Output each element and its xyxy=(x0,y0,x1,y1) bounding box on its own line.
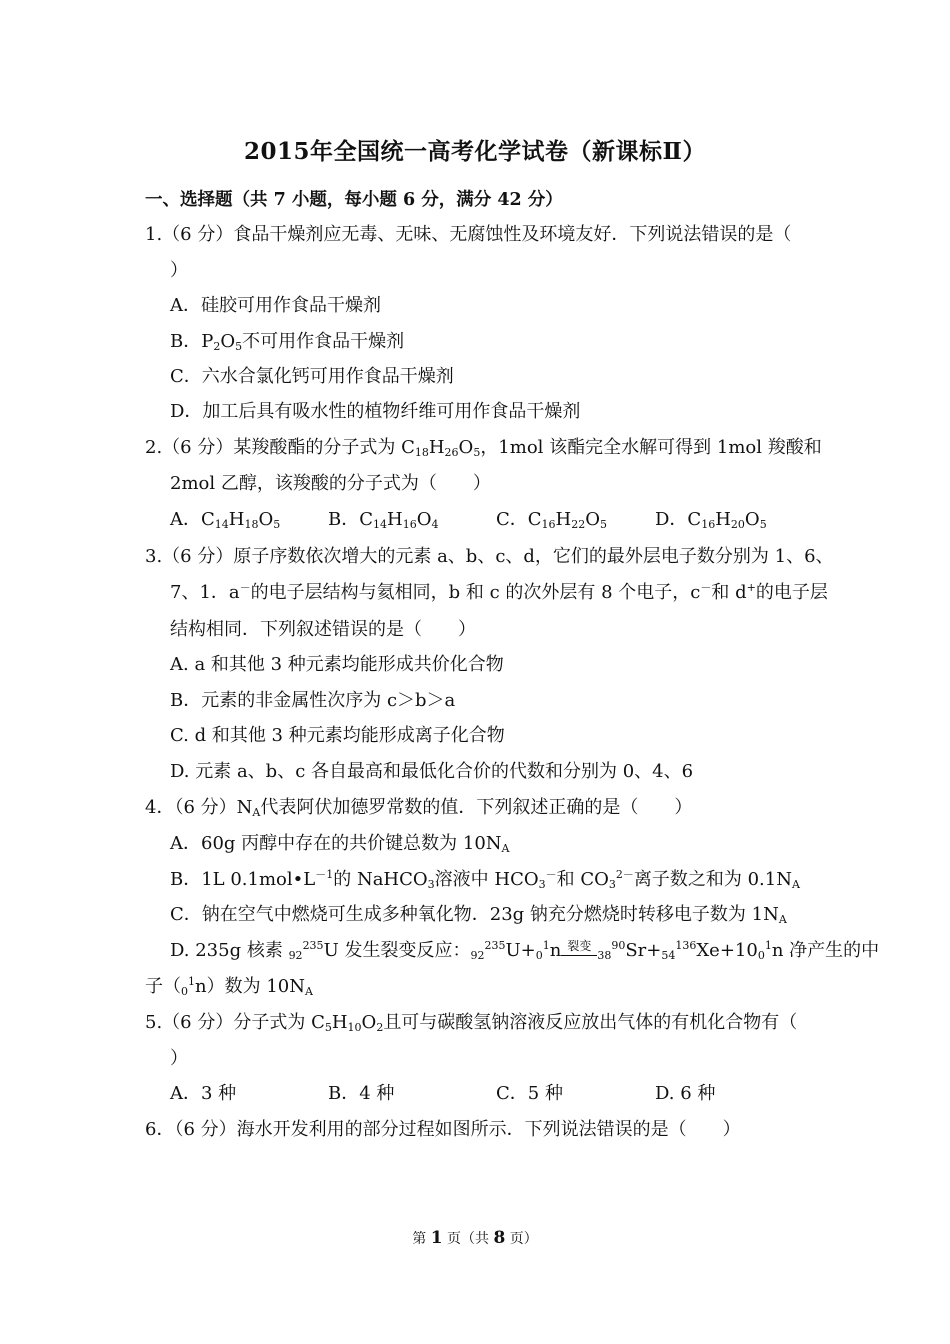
question-4-option-a: A．60g 丙醇中存在的共价键总数为 $10N_A$ xyxy=(170,833,510,855)
question-3-stem-cont2: 结构相同．下列叙述错误的是（ ） xyxy=(170,619,476,640)
question-4-option-d-cont: 子$(_0^1n)$数为 $10N_A$ xyxy=(145,975,313,998)
question-5-stem: 5.（6 分）分子式为 $C_5H_{10}O_2$且可与碳酸氢钠溶液反应放出气体的有机化合物有（ xyxy=(145,1012,798,1034)
question-5-option-c: C．5 种 xyxy=(496,1083,563,1104)
question-5-option-b: B．4 种 xyxy=(328,1083,395,1104)
section-heading: 一、选择题（共 7 小题，每小题 6 分，满分 42 分） xyxy=(145,190,563,210)
question-3-option-c: C. d 和其他 3 种元素均能形成离子化合物 xyxy=(170,725,505,746)
question-3-stem: 3.（6 分）原子序数依次增大的元素 a、b、c、d，它们的最外层电子数分别为 1、6、 xyxy=(145,546,834,567)
question-5-option-a: A．3 种 xyxy=(170,1083,237,1104)
fission-arrow: 裂变 xyxy=(561,940,597,952)
total-pages: 8 xyxy=(493,1228,506,1248)
question-3-option-a: A. a 和其他 3 种元素均能形成共价化合物 xyxy=(170,654,504,675)
question-1-stem-cont: ） xyxy=(170,260,188,281)
question-1-option-d: D．加工后具有吸水性的植物纤维可用作食品干燥剂 xyxy=(170,401,581,422)
question-4-stem: 4．（6 分）$N_A$代表阿伏加德罗常数的值．下列叙述正确的是（ ） xyxy=(145,797,693,819)
question-2-option-d: D．$C_{16}H_{20}O_5$ xyxy=(655,509,767,531)
question-2-option-b: B．$C_{14}H_{16}O_4$ xyxy=(328,509,439,531)
question-5-stem-cont: ） xyxy=(170,1048,188,1069)
question-4-option-b: B．1L $0.1mol•L^{-1}$的 NaHCO$_3$溶液中 $HCO_3^-$和 $CO_3^{2-}$离子数之和为 $0.1N_A$ xyxy=(170,868,800,891)
question-1-option-a: A．硅胶可用作食品干燥剂 xyxy=(170,295,381,316)
question-1-option-c: C．六水合氯化钙可用作食品干燥剂 xyxy=(170,366,454,387)
page-title: 2015年全国统一高考化学试卷（新课标Ⅱ） xyxy=(244,138,706,165)
current-page-number: 1 xyxy=(430,1228,443,1248)
question-4-option-c: C．钠在空气中燃烧可生成多种氧化物．23g 钠充分燃烧时转移电子数为 $1N_A$ xyxy=(170,904,787,926)
question-1-option-b: B．$P_2O_5$不可用作食品干燥剂 xyxy=(170,331,405,353)
question-2-stem-cont: 2mol 乙醇，该羧酸的分子式为（ ） xyxy=(170,473,491,494)
question-2-option-a: A．$C_{14}H_{18}O_5$ xyxy=(170,509,281,531)
question-2-option-c: C．$C_{16}H_{22}O_5$ xyxy=(496,509,608,531)
question-2-stem: 2.（6 分）某羧酸酯的分子式为 $C_{18}H_{26}O_5$，1mol 该酯完全水解可得到 1mol 羧酸和 xyxy=(145,437,822,459)
question-5-option-d: D. 6 种 xyxy=(655,1083,716,1104)
question-3-option-b: B．元素的非金属性次序为 c＞b＞a xyxy=(170,690,456,711)
question-3-stem-cont: 7、1．a－的电子层结构与氦相同，b 和 c 的次外层有 8 个电子，c－和 d+的电子层 xyxy=(170,581,828,603)
question-6-stem: 6．（6 分）海水开发利用的部分过程如图所示．下列说法错误的是（ ） xyxy=(145,1119,741,1140)
question-3-option-d: D. 元素 a、b、c 各自最高和最低化合价的代数和分别为 0、4、6 xyxy=(170,761,694,782)
question-1-stem: 1.（6 分）食品干燥剂应无毒、无味、无腐蚀性及环境友好．下列说法错误的是（ xyxy=(145,224,792,245)
question-4-option-d: D. 235g 核素 $_{92}^{235}$U 发生裂变反应：$_{92}^{235}U+_0^1n$ 裂变$_{38}^{90}Sr+_{54}^{136}Xe+10_0^1n$ 净产生的中 xyxy=(170,939,880,962)
page-footer: 第 1 页（共 8 页） xyxy=(412,1228,538,1248)
